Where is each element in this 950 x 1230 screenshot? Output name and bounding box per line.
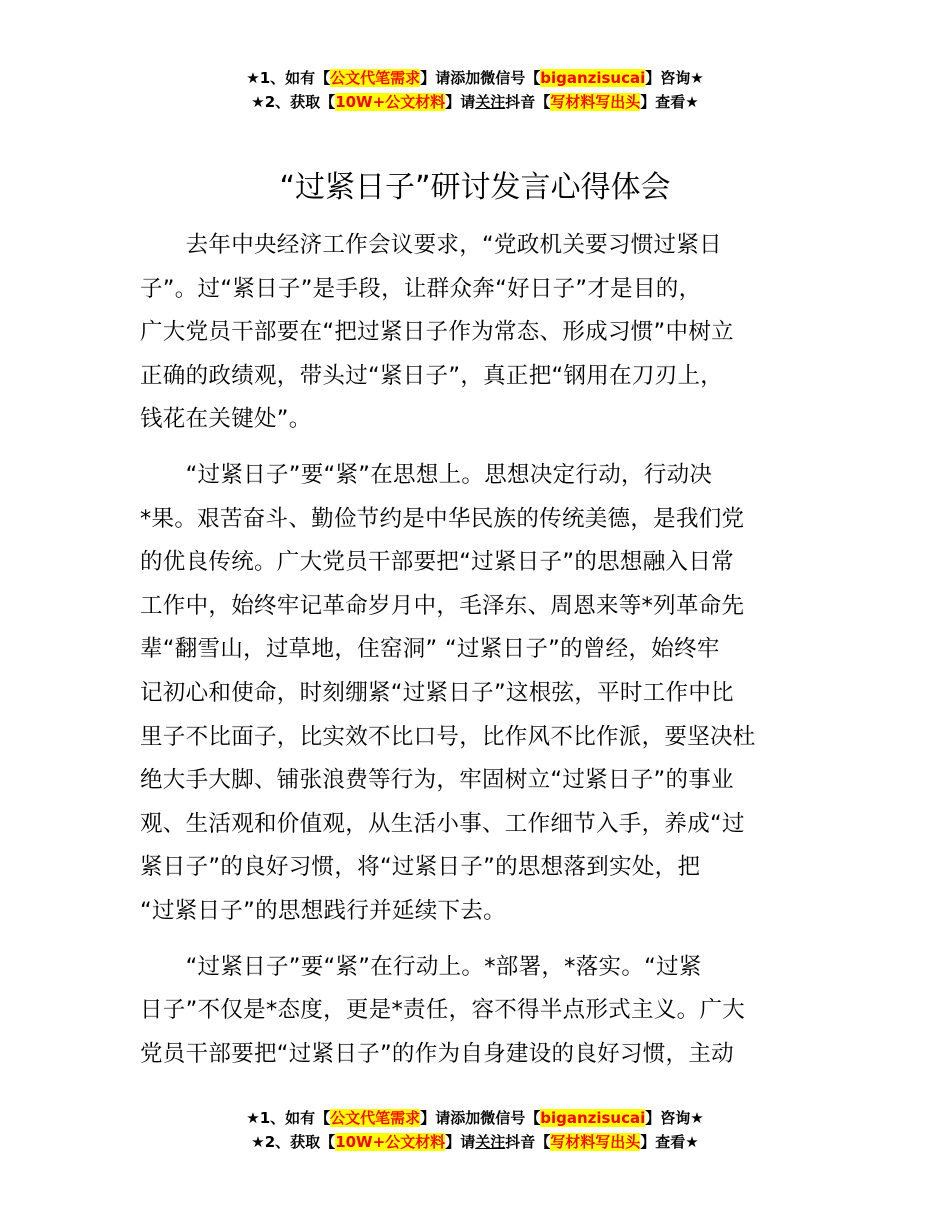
footer-banner: [0, 1106, 950, 1154]
banner-line-2: [0, 1130, 950, 1154]
text-line: 辈“翻雪山，过草地，住窑洞” “过紧日子”的曾经，始终牢: [140, 636, 720, 663]
text-line: “过紧日子”的思想践行并延续下去。: [140, 897, 506, 924]
text-line: 党员干部要把“过紧日子”的作为自身建设的良好习惯，主动: [140, 1040, 734, 1067]
text-line: 里子不比面子，比实效不比口号，比作风不比作派，要坚决杜: [140, 723, 756, 750]
banner-text: 】查看★: [640, 1133, 699, 1151]
paragraph-1: [140, 224, 812, 442]
banner-highlight-wechat: biganzisucai: [540, 1109, 646, 1127]
banner-underline: 关注: [475, 1133, 506, 1151]
banner-text: 抖音【: [505, 1133, 551, 1151]
paragraph-2: [140, 454, 812, 934]
banner-line-1: [0, 66, 950, 90]
banner-line-1: [0, 1106, 950, 1130]
banner-text: ★2、获取【: [251, 93, 336, 111]
banner-text: ★1、如有【: [246, 1109, 331, 1127]
document-body: [140, 224, 812, 1088]
text-line: 广大党员干部要在“把过紧日子作为常态、形成习惯”中树立: [140, 319, 734, 346]
banner-highlight-wechat: biganzisucai: [540, 69, 646, 87]
banner-underline: 关注: [475, 93, 506, 111]
text-line: 观、生活观和价值观，从生活小事、工作细节入手，养成“过: [140, 810, 745, 837]
text-line: 紧日子”的良好习惯，将“过紧日子”的思想落到实处，把: [140, 854, 701, 881]
text-line: “过紧日子”要“紧”在行动上。*部署，*落实。“过紧: [140, 953, 702, 980]
banner-text: 】请添加微信号【: [420, 69, 541, 87]
text-line: 工作中，始终牢记革命岁月中，毛泽东、周恩来等*列革命先: [140, 592, 745, 619]
text-line: 绝大手大脚、铺张浪费等行为，牢固树立“过紧日子”的事业: [140, 767, 734, 794]
banner-highlight: 10W+公文材料: [335, 93, 446, 111]
banner-text: 】请: [445, 93, 476, 111]
text-line: 的优良传统。广大党员干部要把“过紧日子”的思想融入日常: [140, 549, 734, 576]
page-title: “过紧日子”研讨发言心得体会: [279, 170, 671, 205]
text-line: *果。艰苦奋斗、勤俭节约是中华民族的传统美德，是我们党: [140, 505, 745, 532]
banner-text: 】查看★: [640, 93, 699, 111]
banner-text: ★2、获取【: [251, 1133, 336, 1151]
banner-highlight: 公文代笔需求: [330, 1109, 421, 1127]
text-line: 正确的政绩观，带头过“紧日子”，真正把“钢用在刀刃上，: [140, 362, 724, 389]
banner-line-2: [0, 90, 950, 114]
banner-text: 】咨询★: [645, 69, 704, 87]
text-line: 日子”不仅是*态度，更是*责任，容不得半点形式主义。广大: [140, 997, 746, 1024]
text-line: 去年中央经济工作会议要求，“党政机关要习惯过紧日: [140, 232, 722, 258]
text-line: “过紧日子”要“紧”在思想上。思想决定行动，行动决: [140, 461, 713, 488]
text-line: 记初心和使命，时刻绷紧“过紧日子”这根弦，平时工作中比: [140, 679, 734, 706]
banner-highlight-douyin: 写材料写出头: [550, 1133, 641, 1151]
banner-text: 】请添加微信号【: [420, 1109, 541, 1127]
banner-highlight-douyin: 写材料写出头: [550, 93, 641, 111]
banner-text: 抖音【: [505, 93, 551, 111]
banner-highlight: 10W+公文材料: [335, 1133, 446, 1151]
text-line: 子”。过“紧日子”是手段，让群众奔“好日子”才是目的，: [140, 275, 702, 302]
banner-text: 】咨询★: [645, 1109, 704, 1127]
banner-text: 】请: [445, 1133, 476, 1151]
text-line: 钱花在关键处”。: [140, 406, 312, 433]
paragraph-3: [140, 946, 812, 1077]
banner-highlight: 公文代笔需求: [330, 69, 421, 87]
banner-text: ★1、如有【: [246, 69, 331, 87]
header-banner: [0, 66, 950, 114]
